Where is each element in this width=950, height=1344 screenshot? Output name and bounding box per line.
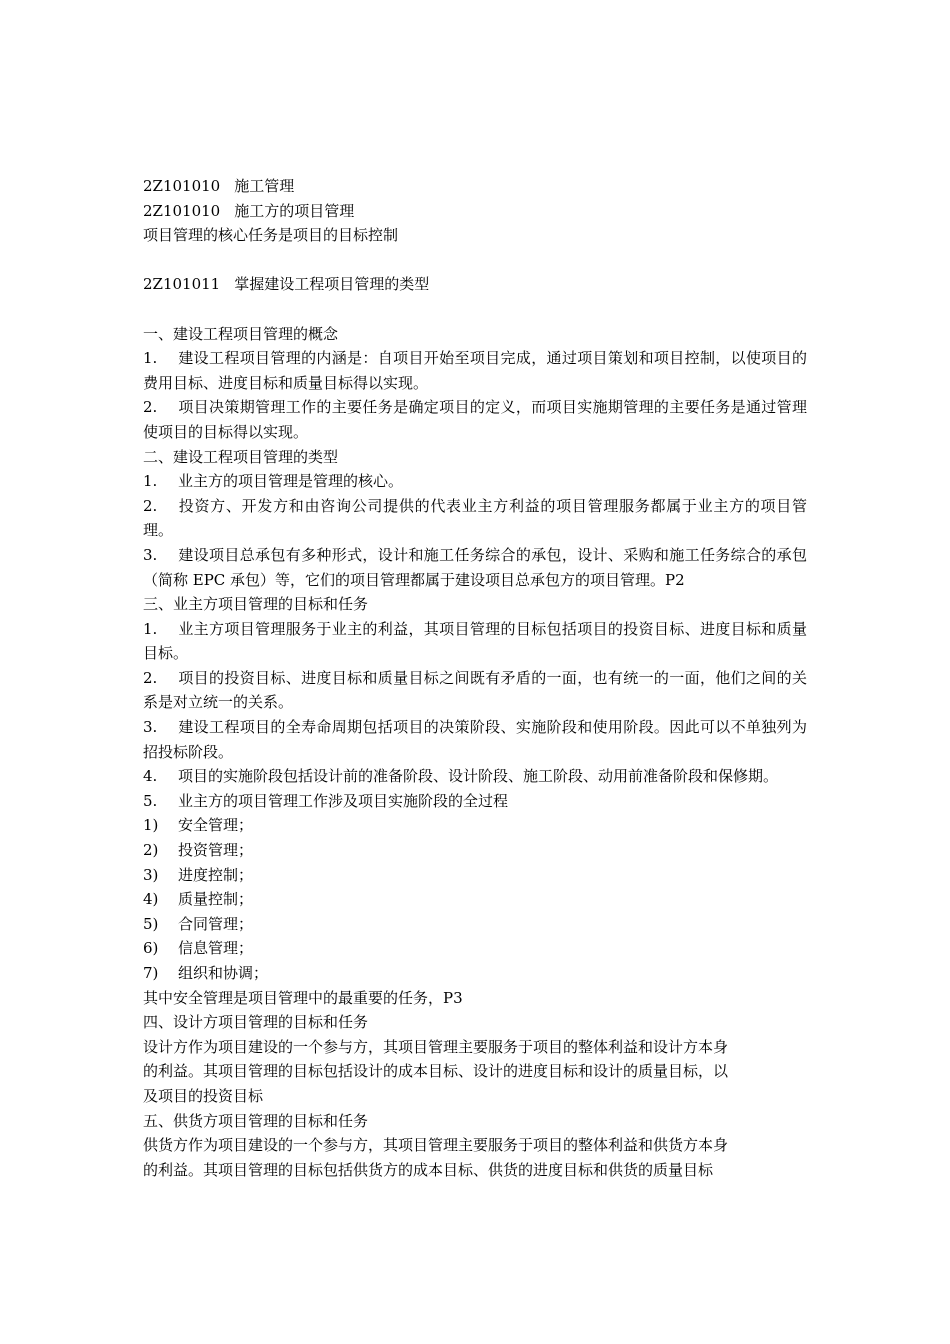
sub-item-number: 6) xyxy=(143,939,159,958)
sub-item-number: 2) xyxy=(143,841,159,860)
item-text: 投资方、开发方和由咨询公司提供的代表业主方利益的项目管理服务都属于业主方的项目管理。 xyxy=(143,496,807,540)
sub-item-number: 5) xyxy=(143,914,159,933)
paragraph-line: 的利益。其项目管理的目标包括设计的成本目标、设计的进度目标和设计的质量目标，以 xyxy=(143,1062,729,1081)
item-number: 5. xyxy=(143,791,158,810)
core-task-line: 项目管理的核心任务是项目的目标控制 xyxy=(143,226,399,245)
sub-item-number: 3) xyxy=(143,865,159,884)
item-text: 业主方项目管理服务于业主的利益，其项目管理的目标包括项目的投资目标、进度目标和质量目标。 xyxy=(143,619,807,663)
list-item xyxy=(143,666,807,715)
subheading-title: 施工方的项目管理 xyxy=(234,201,355,220)
list-item xyxy=(143,346,807,395)
heading-code: 2Z101010 xyxy=(143,177,221,195)
list-item xyxy=(143,543,807,592)
sub-item-text: 组织和协调； xyxy=(178,964,269,982)
section-heading: 三、业主方项目管理的目标和任务 xyxy=(143,595,369,614)
heading-code-line xyxy=(143,174,807,199)
item-number: 2. xyxy=(143,496,158,515)
item-number: 1. xyxy=(143,619,158,638)
list-item xyxy=(143,469,807,494)
section-heading: 一、建设工程项目管理的概念 xyxy=(143,324,339,343)
sub-list-item xyxy=(143,936,807,961)
sub-item-text: 信息管理； xyxy=(178,939,254,958)
paragraph-line: 设计方作为项目建设的一个参与方，其项目管理主要服务于项目的整体利益和设计方本身 xyxy=(143,1037,729,1056)
list-item xyxy=(143,617,807,666)
topic-heading-line xyxy=(143,272,807,297)
section-heading: 二、建设工程项目管理的类型 xyxy=(143,447,339,466)
list-item xyxy=(143,395,807,444)
list-item xyxy=(143,715,807,764)
section-note: 其中安全管理是项目管理中的最重要的任务，P3 xyxy=(143,988,463,1007)
sub-item-text: 合同管理； xyxy=(178,914,254,933)
sub-list-item xyxy=(143,887,807,912)
sub-item-number: 1) xyxy=(143,816,159,835)
sub-item-text: 投资管理； xyxy=(178,841,254,860)
paragraph-line: 的利益。其项目管理的目标包括供货方的成本目标、供货的进度目标和供货的质量目标 xyxy=(143,1160,714,1179)
item-number: 3. xyxy=(143,545,158,564)
paragraph-line: 供货方作为项目建设的一个参与方，其项目管理主要服务于项目的整体利益和供货方本身 xyxy=(143,1136,729,1155)
section-heading: 四、设计方项目管理的目标和任务 xyxy=(143,1013,369,1032)
sub-list-item xyxy=(143,961,807,986)
document-page xyxy=(143,174,807,1182)
item-text: 业主方的项目管理工作涉及项目实施阶段的全过程 xyxy=(178,791,509,810)
item-text: 建设工程项目管理的内涵是：自项目开始至项目完成，通过项目策划和项目控制，以使项目的费用目标、进度目标和质量目标得以实现。 xyxy=(143,349,807,392)
item-number: 1. xyxy=(143,472,158,491)
sub-item-number: 4) xyxy=(143,890,159,909)
sub-item-text: 进度控制； xyxy=(178,865,254,884)
heading-title: 施工管理 xyxy=(234,177,295,195)
sub-list-item xyxy=(143,838,807,863)
sub-list-item xyxy=(143,813,807,838)
item-text: 建设项目总承包有多种形式，设计和施工任务综合的承包，设计、采购和施工任务综合的承包（简称 EPC 承包）等，它们的项目管理都属于建设项目总承包方的项目管理。P2 xyxy=(143,545,807,589)
sub-list-item xyxy=(143,912,807,937)
list-item xyxy=(143,789,807,814)
section-heading: 五、供货方项目管理的目标和任务 xyxy=(143,1111,369,1130)
item-text: 项目的投资目标、进度目标和质量目标之间既有矛盾的一面，也有统一的一面，他们之间的关系是对立统一的关系。 xyxy=(143,668,807,712)
item-text: 项目决策期管理工作的主要任务是确定项目的定义，而项目实施期管理的主要任务是通过管理使项目的目标得以实现。 xyxy=(143,398,807,441)
item-number: 2. xyxy=(143,668,158,687)
paragraph-line: 及项目的投资目标 xyxy=(143,1086,264,1105)
item-text: 业主方的项目管理是管理的核心。 xyxy=(178,472,404,491)
subheading-code: 2Z101010 xyxy=(143,201,221,220)
list-item xyxy=(143,494,807,543)
sub-item-text: 质量控制； xyxy=(178,890,254,909)
sub-item-text: 安全管理； xyxy=(178,816,254,835)
topic-code: 2Z101011 xyxy=(143,275,221,294)
topic-title: 掌握建设工程项目管理的类型 xyxy=(234,275,430,294)
list-item xyxy=(143,764,807,789)
item-number: 4. xyxy=(143,767,158,786)
subheading-code-line xyxy=(143,199,807,224)
item-number: 2. xyxy=(143,398,158,417)
item-text: 项目的实施阶段包括设计前的准备阶段、设计阶段、施工阶段、动用前准备阶段和保修期。 xyxy=(178,767,779,786)
sub-list-item xyxy=(143,863,807,888)
item-number: 3. xyxy=(143,718,158,737)
item-text: 建设工程项目的全寿命周期包括项目的决策阶段、实施阶段和使用阶段。因此可以不单独列为招投标阶段。 xyxy=(143,718,807,761)
sub-item-number: 7) xyxy=(143,964,159,982)
item-number: 1. xyxy=(143,349,158,368)
